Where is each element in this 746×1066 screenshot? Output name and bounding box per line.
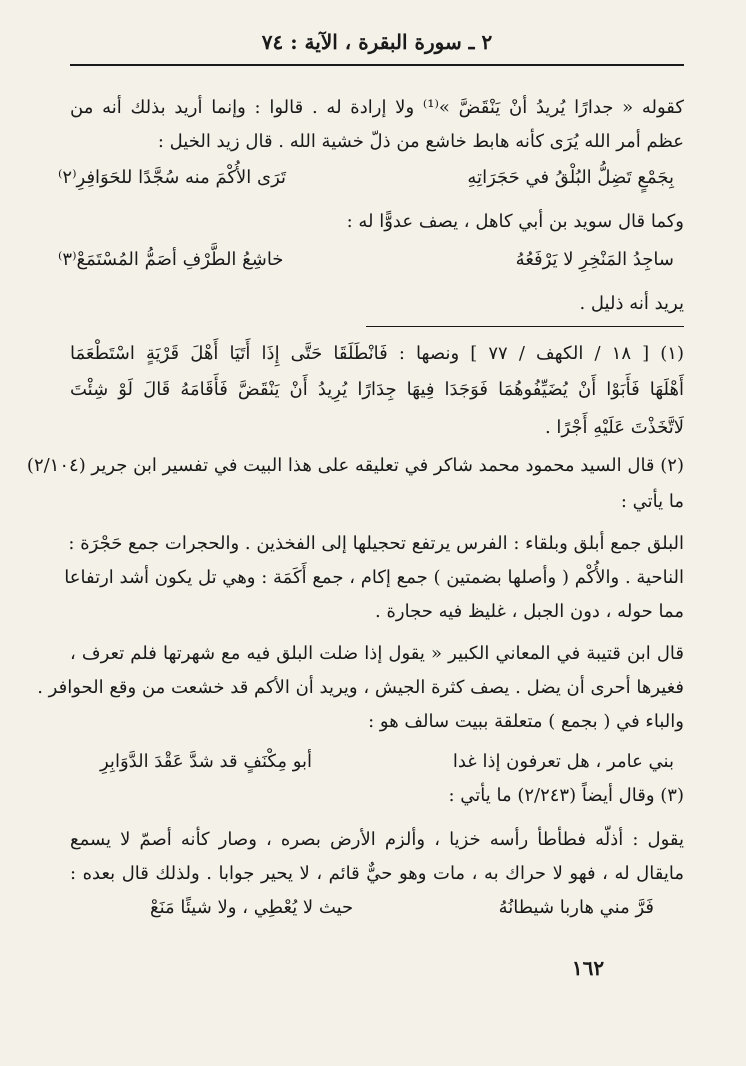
verse-first-hemistich: ساجِدُ المَنْخِرِ لا يَرْفَعُهُ	[515, 249, 674, 270]
body-line: كقوله « جدارًا يُريدُ أنْ يَنْقَضَّ »⁽¹⁾ ولا إرادة له . قالوا : وإنما أريد بذلك أنه من	[70, 97, 684, 118]
running-head: ٢ ـ سورة البقرة ، الآية : ٧٤	[261, 30, 493, 54]
verse-first-hemistich: بني عامر ، هل تعرفون إذا غدا	[452, 751, 674, 772]
footnote-separator	[366, 326, 684, 327]
footnote-line: الناحية . والأُكْم ( وأصلها بضمتين ) جمع إكام ، جمع أَكَمَة : وهي تل يكون أشد ارتفاعا	[64, 567, 684, 588]
verse-second-hemistich: خاشِعُ الطَّرْفِ أصَمُّ المُسْتَمَعْ⁽٣⁾	[58, 249, 284, 270]
body-line: وكما قال سويد بن أبي كاهل ، يصف عدوًّا له :	[346, 211, 684, 232]
footnote-line: (٢) قال السيد محمود محمد شاكر في تعليقه على هذا البيت في تفسير ابن جرير (٢/١٠٤)	[26, 455, 684, 476]
footnote-line: قال ابن قتيبة في المعاني الكبير « يقول إذا ضلت البلق فيه مع شهرتها فلم تعرف ،	[70, 643, 684, 664]
page-number: ١٦٢	[571, 956, 605, 980]
body-line: عظم أمر الله يُرَى كأنه هابط خاشع من ذلّ خشية الله . قال زيد الخيل :	[157, 131, 684, 152]
footnote-line: (٣) وقال أيضاً (٢/٢٤٣) ما يأتي :	[448, 785, 684, 806]
verse-first-hemistich: بِجَمْعٍ تَضِلُّ البُلْقُ في حَجَرَاتِهِ	[467, 167, 674, 188]
footnote-line: مايقال له ، فهو لا حراك به ، مات وهو حيٌّ قائم ، لا يحير جوابا . ولذلك قال بعده :	[70, 863, 684, 884]
footnote-line: (١) [ ١٨ / الكهف / ٧٧ ] ونصها : فَانْطَلَقَا حَتَّى إِذَا أَتَيَا أَهْلَ قَرْيَةٍ اسْتَطْعَمَا	[70, 343, 684, 364]
body-line: يريد أنه ذليل .	[579, 293, 684, 314]
header-rule	[70, 64, 684, 66]
verse-second-hemistich: حيث لا يُعْطِي ، ولا شيئًا مَنَعْ	[150, 897, 354, 918]
footnote-line: لَاتَّخَذْتَ عَلَيْهِ أَجْرًا .	[544, 417, 684, 438]
verse-second-hemistich: أبو مِكْنَفٍ قد شدَّ عَقْدَ الدَّوَابِرِ	[100, 751, 313, 772]
verse-second-hemistich: تَرَى الأُكْمَ منه سُجَّدًا للحَوَافِرِ⁽٢⁾	[58, 167, 287, 188]
footnote-line: البلق جمع أبلق وبلقاء : الفرس يرتفع تحجيلها إلى الفخذين . والحجرات جمع حَجْرَة :	[68, 533, 684, 554]
footnote-line: فغيرها أحرى أن يضل . يصف كثرة الجيش ، ويريد أن الأكم قد خشعت من وقع الحوافر .	[37, 677, 684, 698]
footnote-line: أَهْلَهَا فَأَبَوْا أَنْ يُضَيِّفُوهُمَا فَوَجَدَا فِيهَا جِدَارًا يُرِيدُ أَنْ يَنْقَضَّ فَأَقَامَهُ قَالَ لَوْ شِئْتَ	[70, 379, 684, 400]
footnote-line: مما حوله ، دون الجبل ، غليظ فيه حجارة .	[375, 601, 684, 622]
footnote-line: والباء في ( بجمع ) متعلقة ببيت سالف هو :	[368, 711, 684, 732]
footnote-line: يقول : أذلّه فطأطأ رأسه خزيا ، وألزم الأرض بصره ، وصار كأنه أصمّ لا يسمع	[70, 829, 684, 850]
verse-first-hemistich: فَرَّ مني هاربا شيطانُهُ	[498, 897, 654, 918]
footnote-line: ما يأتي :	[620, 491, 684, 512]
